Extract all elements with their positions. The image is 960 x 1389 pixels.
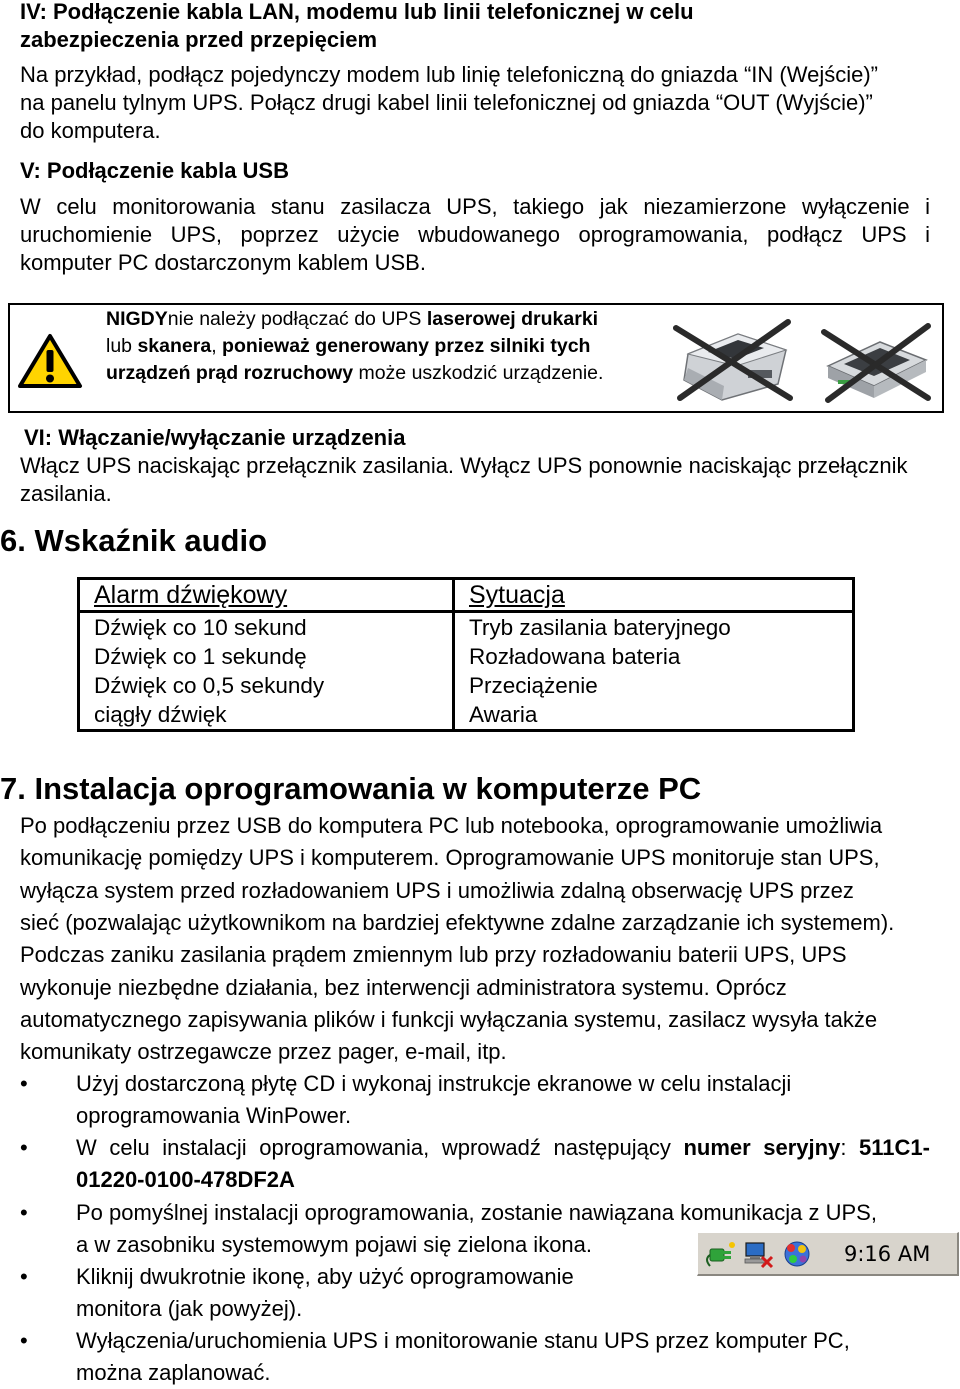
bullet-5-line2: można zaplanować.: [76, 1360, 271, 1385]
bullet-1-line2: oprogramowania WinPower.: [76, 1103, 352, 1128]
table-cell-situation: Awaria: [454, 700, 854, 731]
system-tray-image: [697, 1232, 959, 1276]
serial-number-part2: 01220-0100-478DF2A: [76, 1167, 295, 1192]
section-7-body-line: wyłącza system przed rozładowaniem UPS i umożliwia zdalną obserwację UPS przez: [20, 878, 854, 903]
table-header-alarm: Alarm dźwiękowy: [79, 579, 454, 612]
warning-laser-printer: laserowej drukarki: [426, 308, 599, 330]
tray-clock: 9:16 AM: [844, 1242, 931, 1266]
section-iv-body-line3: do komputera.: [20, 118, 161, 143]
table-row: [79, 700, 854, 731]
section-7-body-line: Po podłączeniu przez USB do komputera PC lub notebooka, oprogramowanie umożliwia: [20, 813, 883, 838]
table-cell-alarm: Dźwięk co 0,5 sekundy: [79, 671, 454, 700]
bullet-3-line2: a w zasobniku systemowym pojawi się zielona ikona.: [76, 1232, 593, 1257]
bullet-icon: •: [20, 1071, 28, 1096]
table-header-row: [79, 579, 854, 612]
bullet-2-text: W celu instalacji oprogramowania, wprowadź następujący: [76, 1135, 684, 1160]
network-computer-icon: [742, 1239, 776, 1269]
section-vi-body-line1: Włącz UPS naciskając przełącznik zasilania. Wyłącz UPS ponownie naciskając przełącznik: [20, 453, 908, 478]
bullet-5-line1: Wyłączenia/uruchomienia UPS i monitorowanie stanu UPS przez komputer PC,: [76, 1328, 850, 1353]
section-iv-heading-line2: zabezpieczenia przed przepięciem: [20, 27, 378, 52]
table-cell-alarm: Dźwięk co 10 sekund: [79, 612, 454, 643]
table-cell-situation: Przeciążenie: [454, 671, 854, 700]
warning-scanner: skanera: [137, 335, 212, 357]
warning-never: NIGDY: [106, 308, 168, 330]
warning-triangle-icon: [17, 333, 83, 389]
table-header-situation: Sytuacja: [454, 579, 854, 612]
globe-status-icon: [780, 1238, 814, 1270]
section-7-body-line: sieć (pozwalając użytkownikom na bardziej efektywne zdalne zarządzanie ich systemem).: [20, 910, 895, 935]
table-cell-alarm: Dźwięk co 1 sekundę: [79, 642, 454, 671]
section-7-heading: 7. Instalacja oprogramowania w komputerze PC: [0, 771, 702, 806]
section-7-body-line: automatycznego zapisywania plików i funkcji wyłączania systemu, zasilacz wysyła także: [20, 1007, 878, 1032]
audio-alarm-table: [77, 577, 855, 732]
bullet-icon: •: [20, 1200, 28, 1225]
section-7-body-line: Podczas zaniku zasilania prądem zmiennym lub przy rozładowaniu baterii UPS, UPS: [20, 942, 847, 967]
bullet-4-line1: Kliknij dwukrotnie ikonę, aby użyć oprogramowanie: [76, 1264, 574, 1289]
table-cell-situation: Rozładowana bateria: [454, 642, 854, 671]
bullet-4-line2: monitora (jak powyżej).: [76, 1296, 303, 1321]
bullet-2-colon: :: [840, 1135, 860, 1160]
section-v-body-line3: komputer PC dostarczonym kablem USB.: [20, 250, 426, 275]
section-v-body-line2: uruchomienie UPS, poprzez użycie wbudowanego oprogramowania, podłącz UPS i: [20, 222, 930, 247]
serial-number-part1: 511C1-: [859, 1135, 930, 1160]
warning-text-b: lub: [106, 335, 138, 357]
warning-text-c: ,: [211, 335, 223, 357]
table-row: [79, 612, 854, 643]
section-vi-heading: VI: Włączanie/wyłączanie urządzenia: [24, 425, 406, 450]
section-iv-body-line1: Na przykład, podłącz pojedynczy modem lub linię telefoniczną do gniazda “IN (Wejście)”: [20, 62, 878, 87]
section-v-body-line1: W celu monitorowania stanu zasilacza UPS, takiego jak niezamierzone wyłączenie i: [20, 194, 930, 219]
bullet-1-line1: Użyj dostarczoną płytę CD i wykonaj instrukcje ekranowe w celu instalacji: [76, 1071, 792, 1096]
bullet-icon: •: [20, 1328, 28, 1353]
warning-text-d: może uszkodzić urządzenie.: [353, 362, 604, 384]
warning-reason: ponieważ generowany przez silniki tych urządzeń prąd rozruchowy: [106, 335, 591, 384]
warning-text: [106, 306, 666, 387]
table-row: [79, 671, 854, 700]
bullet-icon: •: [20, 1135, 28, 1160]
bullet-3-line1: Po pomyślnej instalacji oprogramowania, zostanie nawiązana komunikacja z UPS,: [76, 1200, 877, 1225]
section-vi-body-line2: zasilania.: [20, 481, 112, 506]
section-v-heading: V: Podłączenie kabla USB: [20, 158, 289, 183]
warning-text-a: nie należy podłączać do UPS: [167, 308, 427, 330]
table-cell-situation: Tryb zasilania bateryjnego: [454, 612, 854, 643]
section-6-heading: 6. Wskaźnik audio: [0, 523, 268, 558]
section-iv-body-line2: na panelu tylnym UPS. Połącz drugi kabel linii telefonicznej od gniazda “OUT (Wyjście)”: [20, 90, 873, 115]
green-plug-icon: [706, 1239, 738, 1269]
printer-crossed-out-image: [668, 314, 798, 406]
section-7-body-line: wykonuje niezbędne działania, bez interwencji administratora systemu. Oprócz: [20, 975, 787, 1000]
bullet-2-line1: [76, 1132, 930, 1164]
serial-number-label: numer seryjny: [683, 1135, 841, 1160]
scanner-crossed-out-image: [818, 320, 936, 406]
section-iv-heading-line1: IV: Podłączenie kabla LAN, modemu lub linii telefonicznej w celu: [20, 0, 694, 24]
section-7-body-line: komunikaty ostrzegawcze przez pager, e-mail, itp.: [20, 1039, 507, 1064]
table-cell-alarm: ciągły dźwięk: [79, 700, 454, 731]
bullet-icon: •: [20, 1264, 28, 1289]
table-row: [79, 642, 854, 671]
section-7-body-line: komunikację pomiędzy UPS i komputerem. Oprogramowanie UPS monitoruje stan UPS,: [20, 845, 880, 870]
